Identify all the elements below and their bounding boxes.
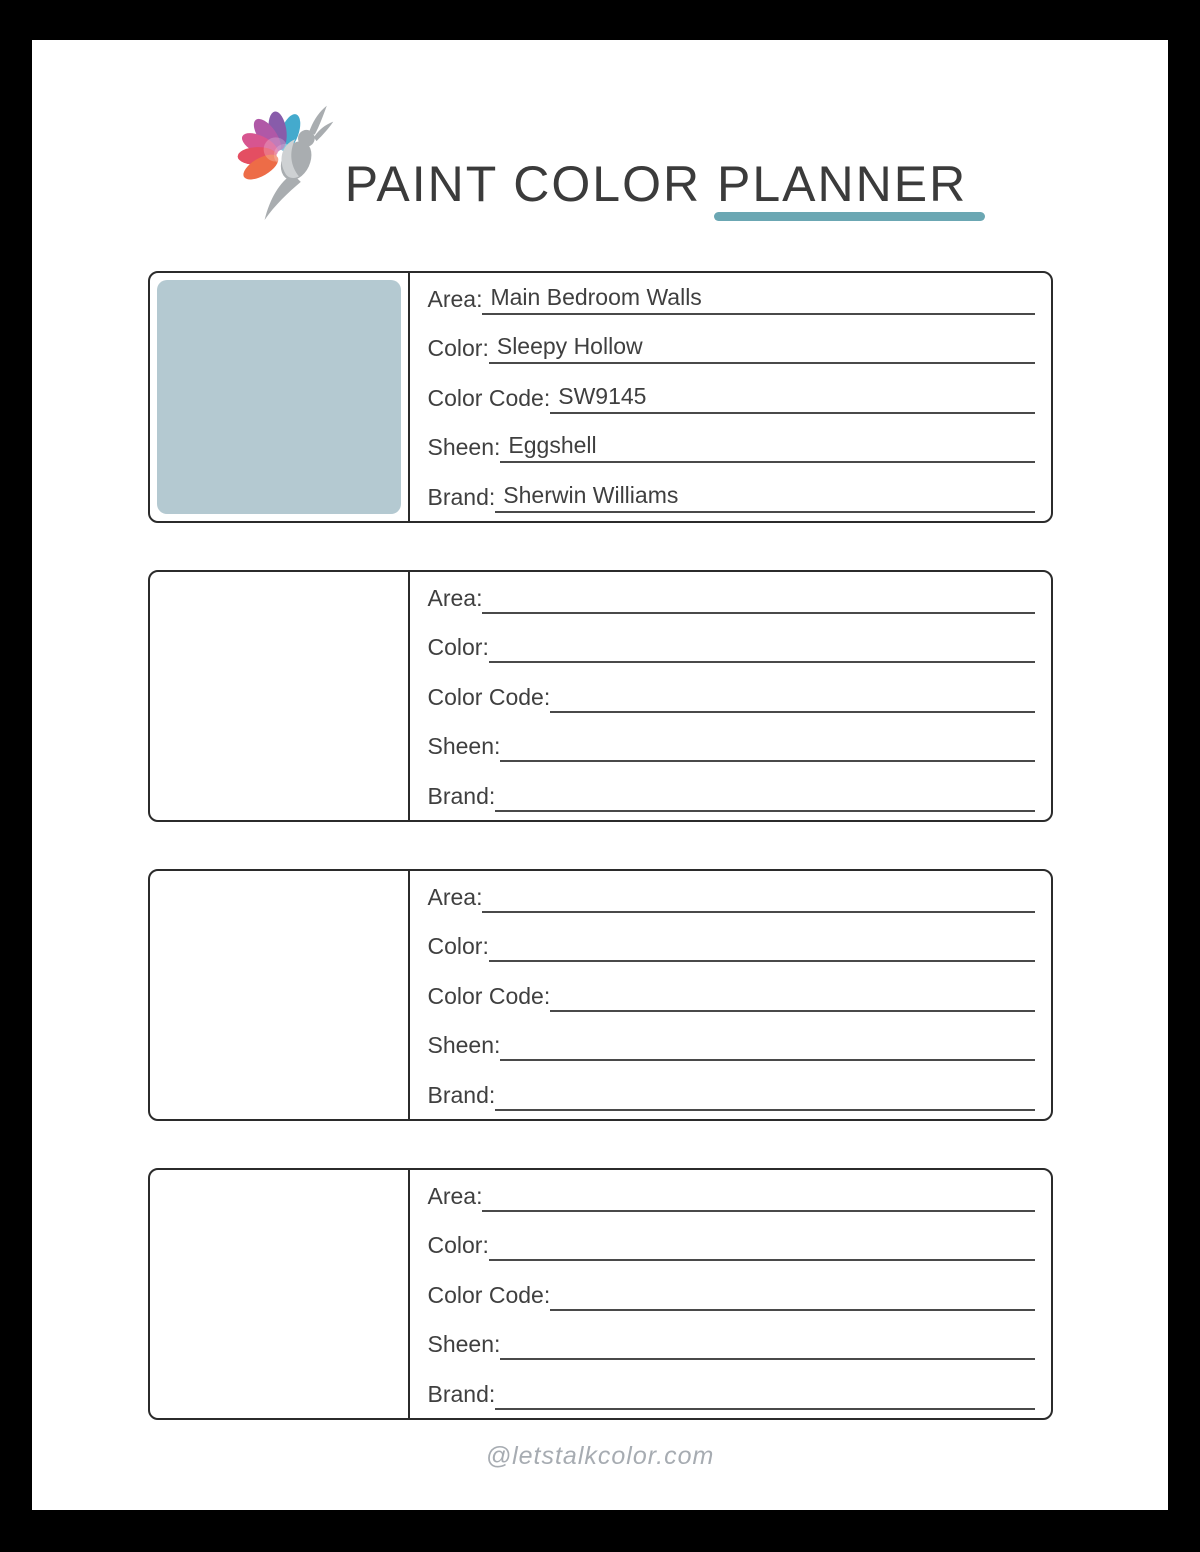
brand-label: Brand: <box>427 483 496 510</box>
area-field <box>428 572 1035 622</box>
area-field <box>428 871 1035 921</box>
swatch-cell <box>150 572 410 820</box>
area-value <box>482 610 1034 614</box>
title-underline <box>714 212 985 221</box>
card-fields <box>410 871 1051 1119</box>
paint-card-3 <box>148 869 1053 1121</box>
color-swatch <box>157 280 401 514</box>
color-code-value <box>550 1008 1034 1012</box>
sheen-field <box>428 721 1035 771</box>
brand-field <box>428 1368 1035 1418</box>
sheen-value <box>500 758 1034 762</box>
paint-card-4 <box>148 1168 1053 1420</box>
area-value <box>482 909 1034 913</box>
swatch-cell <box>150 1170 410 1418</box>
area-label: Area: <box>427 285 483 312</box>
color-value <box>489 1257 1035 1261</box>
color-value <box>489 659 1035 663</box>
brand-label: Brand: <box>427 1081 496 1108</box>
color-field <box>428 323 1035 373</box>
card-fields <box>410 273 1051 521</box>
website-handle: @letstalkcolor.com <box>485 1442 715 1470</box>
color-code-value: SW9145 <box>550 383 1034 414</box>
paint-card-2 <box>148 570 1053 822</box>
color-label: Color: <box>427 1232 489 1259</box>
area-field <box>428 273 1035 323</box>
page-title <box>344 156 968 212</box>
color-code-label: Color Code: <box>427 1281 551 1308</box>
area-label: Area: <box>427 584 483 611</box>
color-swatch <box>157 1177 401 1411</box>
area-value <box>482 1208 1034 1212</box>
color-label: Color: <box>427 634 489 661</box>
brand-value <box>495 1107 1034 1111</box>
card-fields <box>410 572 1051 820</box>
swatch-cell <box>150 273 410 521</box>
color-code-field <box>428 372 1035 422</box>
brand-value <box>495 1406 1034 1410</box>
sheen-field <box>428 1319 1035 1369</box>
color-code-label: Color Code: <box>427 982 551 1009</box>
sheen-value <box>500 1356 1034 1360</box>
color-swatch <box>157 579 401 813</box>
area-field <box>428 1170 1035 1220</box>
color-field <box>428 622 1035 672</box>
sheen-label: Sheen: <box>427 733 501 760</box>
brand-value: Sherwin Williams <box>495 482 1034 513</box>
sheen-label: Sheen: <box>427 1032 501 1059</box>
color-code-value <box>550 709 1034 713</box>
paint-card-1 <box>148 271 1053 523</box>
color-field <box>428 1220 1035 1270</box>
brand-label: Brand: <box>427 782 496 809</box>
color-value <box>489 958 1035 962</box>
page-header <box>32 40 1168 225</box>
brand-value <box>495 808 1034 812</box>
color-code-value <box>550 1307 1034 1311</box>
sheen-value <box>500 1057 1034 1061</box>
brand-field <box>428 1069 1035 1119</box>
sheen-value: Eggshell <box>500 432 1034 463</box>
hummingbird-logo-icon <box>233 98 337 225</box>
swatch-cell <box>150 871 410 1119</box>
area-label: Area: <box>427 1182 483 1209</box>
color-value: Sleepy Hollow <box>489 333 1035 364</box>
brand-field <box>428 471 1035 521</box>
sheen-field <box>428 1020 1035 1070</box>
planner-page <box>32 40 1168 1510</box>
color-code-field <box>428 970 1035 1020</box>
color-code-label: Color Code: <box>427 683 551 710</box>
page-title-underlined-word: PLANNER <box>717 159 967 209</box>
area-label: Area: <box>427 883 483 910</box>
color-code-label: Color Code: <box>427 384 551 411</box>
color-label: Color: <box>427 335 489 362</box>
card-fields <box>410 1170 1051 1418</box>
sheen-label: Sheen: <box>427 434 501 461</box>
color-swatch <box>157 878 401 1112</box>
color-code-field <box>428 1269 1035 1319</box>
area-value: Main Bedroom Walls <box>482 284 1034 315</box>
brand-field <box>428 770 1035 820</box>
sheen-field <box>428 422 1035 472</box>
color-code-field <box>428 671 1035 721</box>
color-field <box>428 921 1035 971</box>
sheen-label: Sheen: <box>427 1331 501 1358</box>
brand-label: Brand: <box>427 1380 496 1407</box>
card-list <box>148 271 1053 1420</box>
page-title-text: PAINT COLOR <box>344 156 702 212</box>
color-label: Color: <box>427 933 489 960</box>
